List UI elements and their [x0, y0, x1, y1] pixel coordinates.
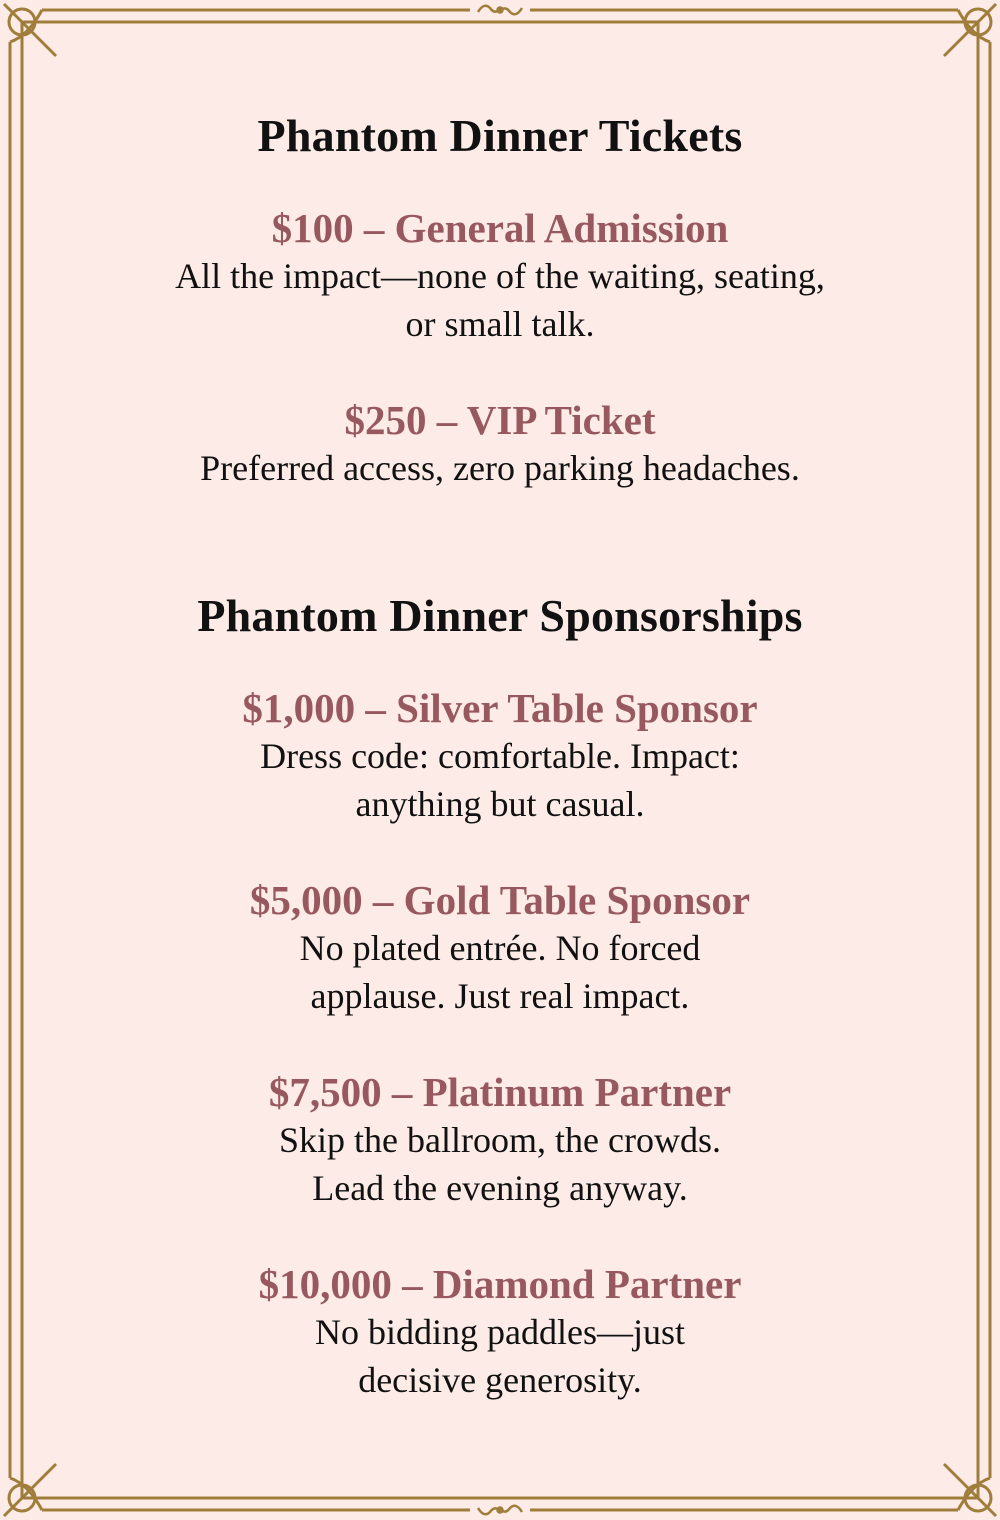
corner-ornament-icon [944, 1464, 996, 1516]
corner-ornament-icon [4, 4, 56, 56]
sponsor-heading: $5,000 – Gold Table Sponsor [249, 877, 751, 923]
sponsor-diamond [0, 1260, 1000, 1404]
flourish-icon [478, 1506, 522, 1515]
sponsor-description: Dress code: comfortable. Impact: anything but casual. [260, 736, 740, 824]
corner-ornament-icon [944, 4, 996, 56]
ticket-description: Preferred access, zero parking headaches. [200, 448, 800, 488]
ticket-vip [0, 396, 1000, 492]
sponsor-description: No bidding paddles—just decisive generosity. [315, 1312, 685, 1400]
ticket-heading: $250 – VIP Ticket [344, 397, 656, 443]
ticket-heading: $100 – General Admission [271, 205, 729, 251]
sponsorships-title: Phantom Dinner Sponsorships [197, 590, 803, 641]
corner-ornament-icon [4, 1464, 56, 1516]
sponsor-platinum [0, 1068, 1000, 1212]
ticket-description: All the impact—none of the waiting, seating, or small talk. [175, 256, 825, 344]
sponsor-gold [0, 876, 1000, 1020]
sponsor-heading: $10,000 – Diamond Partner [258, 1261, 742, 1307]
sponsor-description: Skip the ballroom, the crowds. Lead the evening anyway. [279, 1120, 721, 1208]
sponsor-heading: $7,500 – Platinum Partner [268, 1069, 732, 1115]
tickets-title: Phantom Dinner Tickets [257, 110, 743, 161]
ticket-general-admission [0, 204, 1000, 348]
sponsor-description: No plated entrée. No forced applause. Just real impact. [299, 928, 701, 1016]
flourish-icon [478, 6, 522, 15]
sponsor-heading: $1,000 – Silver Table Sponsor [242, 685, 758, 731]
sponsor-silver [0, 684, 1000, 828]
